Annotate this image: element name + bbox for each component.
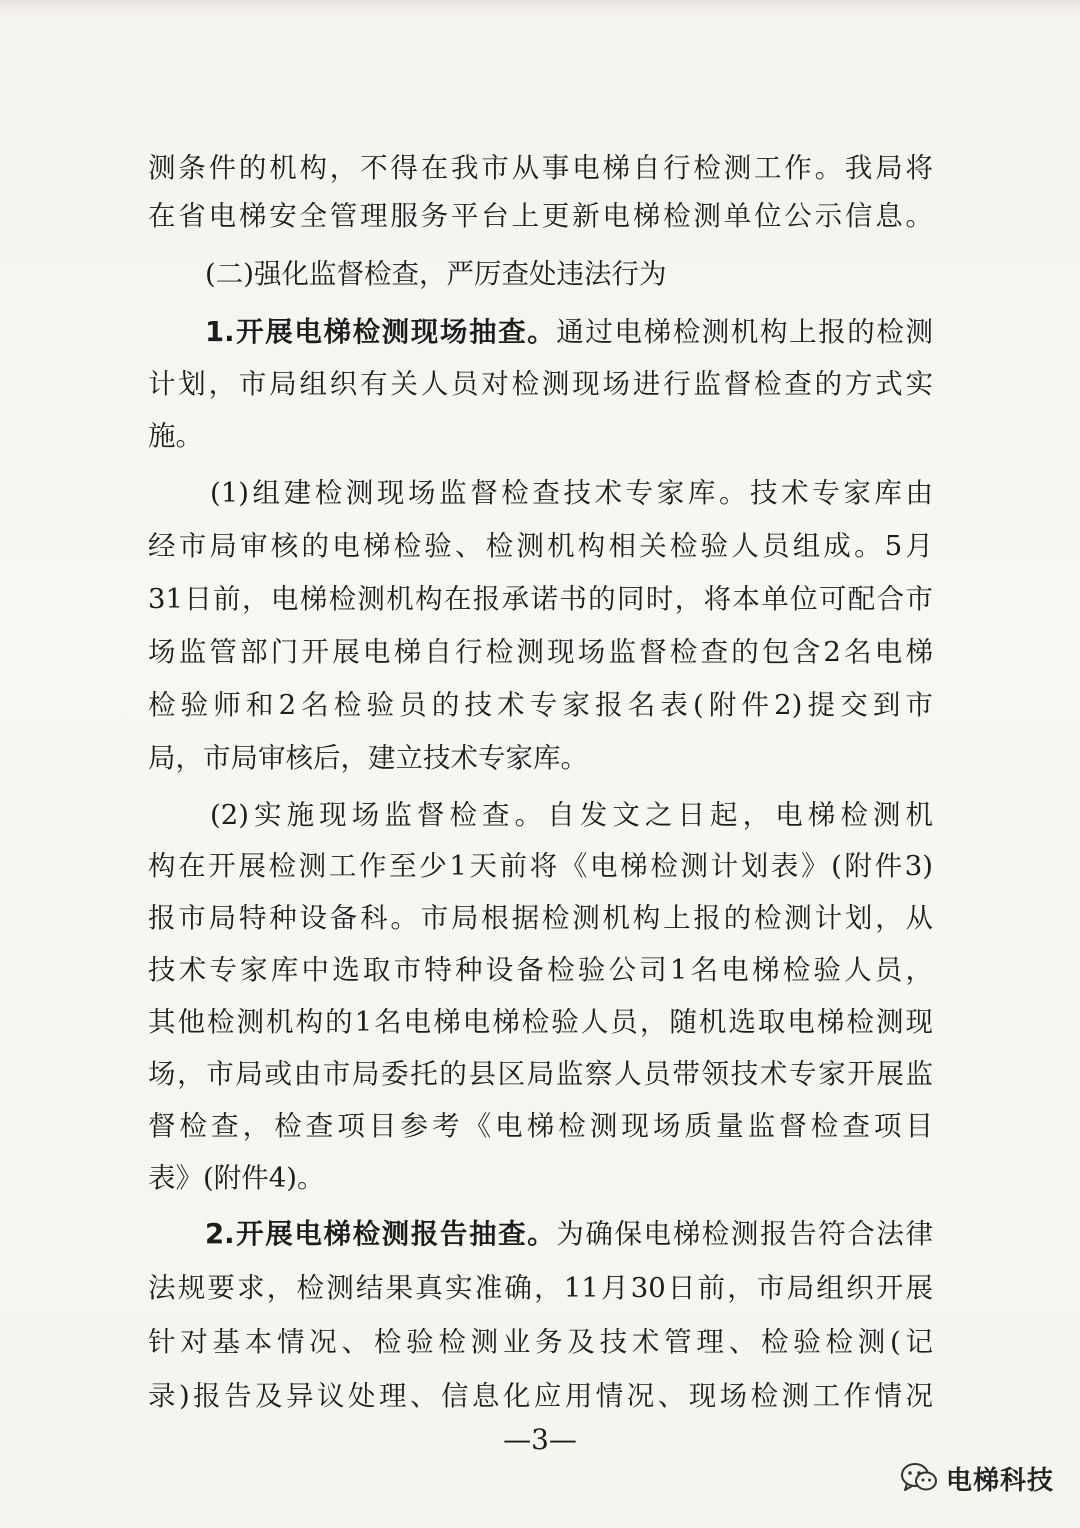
text-line: 在省电梯安全管理服务平台上更新电梯检测单位公示信息。: [148, 200, 933, 232]
text-line: 1.开展电梯检测现场抽查。通过电梯检测机构上报的检测: [205, 316, 933, 348]
text-line: 录)报告及异议处理、信息化应用情况、现场检测工作情况: [148, 1380, 933, 1412]
wechat-icon: [900, 1462, 938, 1494]
text-line: 报市局特种设备科。市局根据检测机构上报的检测计划，从: [148, 902, 933, 934]
watermark-text: 电梯科技: [946, 1465, 1055, 1496]
page-number: —3—: [503, 1423, 577, 1456]
text-line: 计划，市局组织有关人员对检测现场进行监督检查的方式实: [148, 368, 933, 400]
text-line: 针对基本情况、检验检测业务及技术管理、检验检测(记: [148, 1326, 933, 1358]
text-line: (2)实施现场监督检查。自发文之日起，电梯检测机: [210, 799, 933, 831]
text-line: 督检查，检查项目参考《电梯检测现场质量监督检查项目: [148, 1110, 933, 1142]
subsection-heading: 1.开展电梯检测现场抽查。: [205, 316, 557, 348]
text-line: 表》(附件4)。: [148, 1162, 325, 1194]
text-line: 局，市局审核后，建立技术专家库。: [148, 742, 588, 774]
subsection-heading: 2.开展电梯检测报告抽查。: [205, 1218, 557, 1250]
text-line: 法规要求，检测结果真实准确，11月30日前，市局组织开展: [148, 1272, 933, 1304]
text-line: 31日前，电梯检测机构在报承诺书的同时，将本单位可配合市: [148, 583, 933, 615]
wechat-watermark: [900, 1456, 1054, 1500]
text-line: 检验师和2名检验员的技术专家报名表(附件2)提交到市: [148, 689, 933, 721]
text-line: 其他检测机构的1名电梯电梯检验人员，随机选取电梯检测现: [148, 1006, 933, 1038]
text-line: 技术专家库中选取市特种设备检验公司1名电梯检验人员，: [148, 954, 933, 986]
text-line: 场监管部门开展电梯自行检测现场监督检查的包含2名电梯: [148, 636, 933, 668]
text-line: 施。: [148, 420, 203, 452]
text-line: 2.开展电梯检测报告抽查。为确保电梯检测报告符合法律: [205, 1218, 933, 1250]
scan-edge-shadow: [0, 0, 1080, 14]
text-line: (1)组建检测现场监督检查技术专家库。技术专家库由: [210, 477, 933, 509]
text-line: 测条件的机构，不得在我市从事电梯自行检测工作。我局将: [148, 152, 933, 184]
text-line: 经市局审核的电梯检验、检测机构相关检验人员组成。5月: [148, 530, 933, 562]
section-heading: (二)强化监督检查，严厉查处违法行为: [205, 258, 667, 290]
text-line: 构在开展检测工作至少1天前将《电梯检测计划表》(附件3): [148, 850, 933, 882]
text-line: 场，市局或由市局委托的县区局监察人员带领技术专家开展监: [148, 1058, 933, 1090]
